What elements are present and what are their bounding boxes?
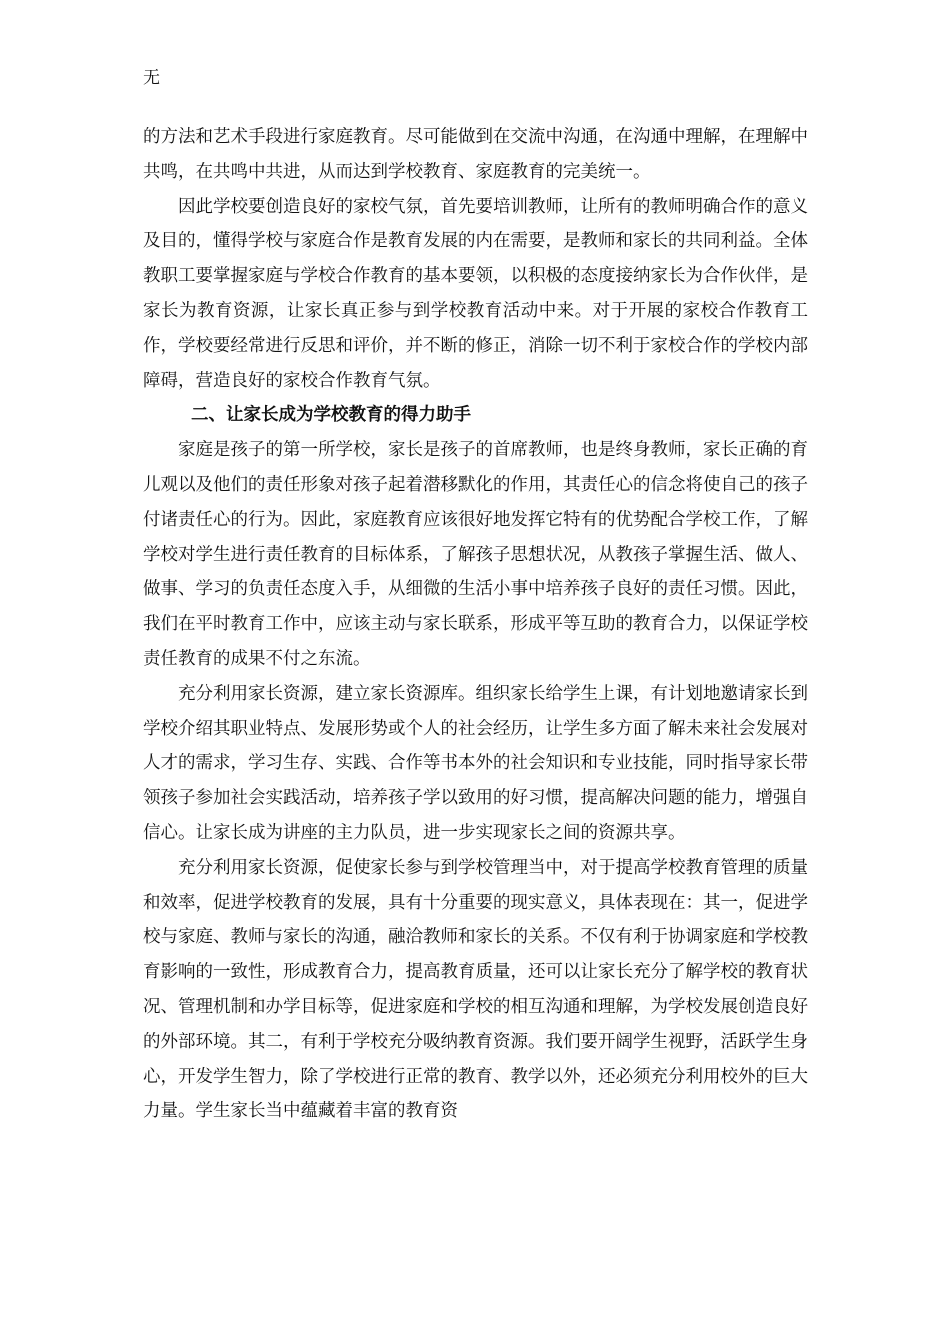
- paragraph-3: 家庭是孩子的第一所学校，家长是孩子的首席教师，也是终身教师，家长正确的育儿观以及他们的责任形象对孩子起着潜移默化的作用，其责任心的信念将使自己的孩子付诸责任心的行为。因此，家庭教育应该很好地发挥它特有的优势配合学校工作，了解学校对学生进行责任教育的目标体系，了解孩子思想状况，从教孩子掌握生活、做人、做事、学习的负责任态度入手，从细微的生活小事中培养孩子良好的责任习惯。因此，我们在平时教育工作中，应该主动与家长联系，形成平等互助的教育合力，以保证学校责任教育的成果不付之东流。: [143, 440, 808, 669]
- page-header: 无: [143, 68, 160, 88]
- section-heading: 二、让家长成为学校教育的得力助手: [191, 405, 471, 426]
- document-body: [143, 120, 808, 1129]
- paragraph-2: 因此学校要创造良好的家校气氛，首先要培训教师，让所有的教师明确合作的意义及目的，懂得学校与家庭合作是教育发展的内在需要，是教师和家长的共同利益。全体教职工要掌握家庭与学校合作教育的基本要领，以积极的态度接纳家长为合作伙伴，是家长为教育资源，让家长真正参与到学校教育活动中来。对于开展的家校合作教育工作，学校要经常进行反思和评价，并不断的修正，消除一切不利于家校合作的学校内部障碍，营造良好的家校合作教育气氛。: [143, 196, 808, 391]
- paragraph-5: 充分利用家长资源，促使家长参与到学校管理当中，对于提高学校教育管理的质量和效率，促进学校教育的发展，具有十分重要的现实意义，具体表现在：其一，促进学校与家庭、教师与家长的沟通，融洽教师和家长的关系。不仅有利于协调家庭和学校教育影响的一致性，形成教育合力，提高教育质量，还可以让家长充分了解学校的教育状况、管理机制和办学目标等，促进家庭和学校的相互沟通和理解，为学校发展创造良好的外部环境。其二，有利于学校充分吸纳教育资源。我们要开阔学生视野，活跃学生身心，开发学生智力，除了学校进行正常的教育、教学以外，还必须充分利用校外的巨大力量。学生家长当中蕴藏着丰富的教育资: [143, 857, 808, 1122]
- paragraph-4: 充分利用家长资源，建立家长资源库。组织家长给学生上课，有计划地邀请家长到学校介绍其职业特点、发展形势或个人的社会经历，让学生多方面了解未来社会发展对人才的需求，学习生存、实践、合作等书本外的社会知识和专业技能，同时指导家长带领孩子参加社会实践活动，培养孩子学以致用的好习惯，提高解决问题的能力，增强自信心。让家长成为讲座的主力队员，进一步实现家长之间的资源共享。: [143, 683, 808, 843]
- paragraph-1: 的方法和艺术手段进行家庭教育。尽可能做到在交流中沟通，在沟通中理解，在理解中共鸣，在共鸣中共进，从而达到学校教育、家庭教育的完美统一。: [143, 127, 808, 182]
